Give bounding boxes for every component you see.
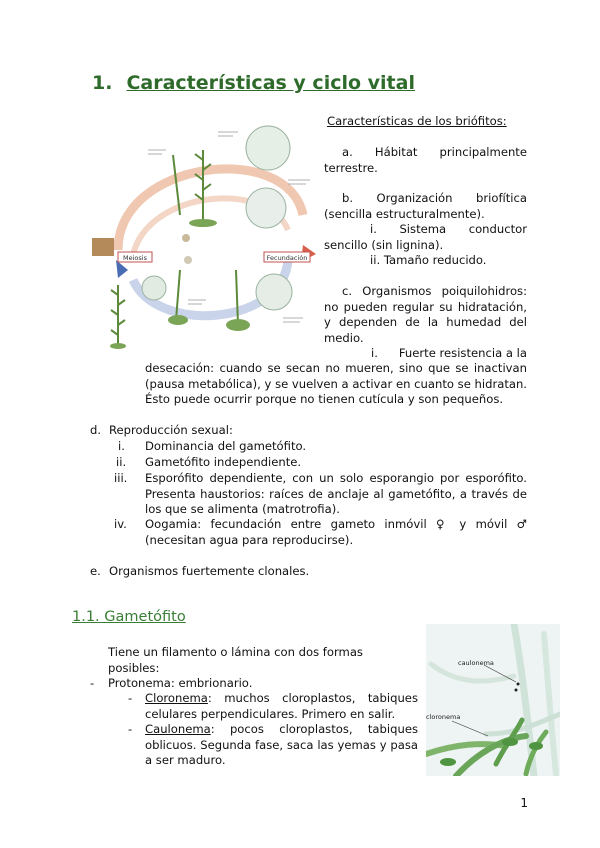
item-b-i: i. Sistema conductor sencillo (sin lignina). bbox=[324, 222, 527, 252]
item-c: c. Organismos poiquilohidros: no pueden regular su hidratación, y dependen de la humedad del medio. bbox=[324, 284, 527, 345]
sub-cloronema bbox=[145, 691, 418, 722]
label-caulonema: caulonema bbox=[458, 659, 494, 667]
characteristics-heading: Características de los briófitos: bbox=[327, 114, 507, 128]
bullet-dash: - bbox=[90, 676, 95, 690]
item-d-ii-text: Gametófito independiente. bbox=[145, 455, 302, 469]
item-b: b. Organización briofítica (sencilla estructuralmente). bbox=[324, 191, 527, 221]
sub-caulonema bbox=[145, 722, 418, 769]
item-b-ii: ii. Tamaño reducido. bbox=[370, 253, 487, 267]
desc-caulonema: : pocos cloroplastos, tabiques oblicuos. Segunda fase, saca las yemas y pasa a ser maduro. bbox=[145, 722, 418, 768]
item-c-i-first-line: Fuerte resistencia a la bbox=[398, 346, 527, 360]
term-caulonema: Caulonema bbox=[145, 722, 211, 736]
item-d-iv-num: iv. bbox=[114, 517, 127, 531]
item-a: a. Hábitat principalmente terrestre. bbox=[324, 145, 527, 175]
item-d: Reproducción sexual: bbox=[109, 423, 233, 437]
sub-dash-caulonema: - bbox=[128, 722, 133, 736]
item-e: Organismos fuertemente clonales. bbox=[109, 564, 310, 578]
term-cloronema: Cloronema bbox=[145, 691, 208, 705]
item-d-iii-num: iii. bbox=[114, 471, 128, 485]
page-number: 1 bbox=[520, 796, 528, 810]
item-d-ii-num: ii. bbox=[116, 455, 127, 469]
label-cloronema: cloronema bbox=[426, 713, 461, 721]
item-d-iv-text: Oogamia: fecundación entre gameto inmóvil ♀ y móvil ♂ (necesitan agua para reproducirse). bbox=[145, 517, 527, 547]
heading-title: Características y ciclo vital bbox=[126, 72, 415, 94]
item-d-i-num: i. bbox=[118, 439, 125, 453]
page-title bbox=[92, 72, 415, 94]
label-meiosis: Meiosis bbox=[123, 254, 147, 262]
item-d-label: d. bbox=[90, 423, 102, 437]
item-c-i-label: i. bbox=[371, 346, 378, 360]
item-c-i-rest: desecación: cuando se secan no mueren, sino que se inactivan (pausa metabólica), y se vuelven a activar en cuanto se hidratan. Ésto puede ocurrir porque no tienen cutícula y son pequeños. bbox=[145, 361, 527, 407]
section-intro: Tiene un filamento o lámina con dos formas posibles: bbox=[108, 645, 363, 675]
protonema-micrograph bbox=[426, 624, 560, 776]
item-d-i-text: Dominancia del gametófito. bbox=[145, 439, 307, 453]
moss-life-cycle-figure bbox=[88, 120, 320, 350]
sub-dash-cloronema: - bbox=[128, 691, 133, 705]
heading-number: 1. bbox=[92, 72, 113, 94]
section-title: 1.1. Gametófito bbox=[72, 609, 186, 625]
item-e-label: e. bbox=[90, 564, 101, 578]
label-fecundacion: Fecundación bbox=[266, 254, 308, 262]
desc-cloronema: : muchos cloroplastos, tabiques celulares perpendiculares. Primero en salir. bbox=[145, 691, 418, 721]
bullet-protonema: Protonema: embrionario. bbox=[108, 676, 253, 690]
item-d-iii-text: Esporófito dependiente, con un solo esporangio por esporófito. Presenta haustorios: raíces de anclaje al gametófito, a través de los que se alimenta (matrotrofia). bbox=[145, 471, 527, 517]
